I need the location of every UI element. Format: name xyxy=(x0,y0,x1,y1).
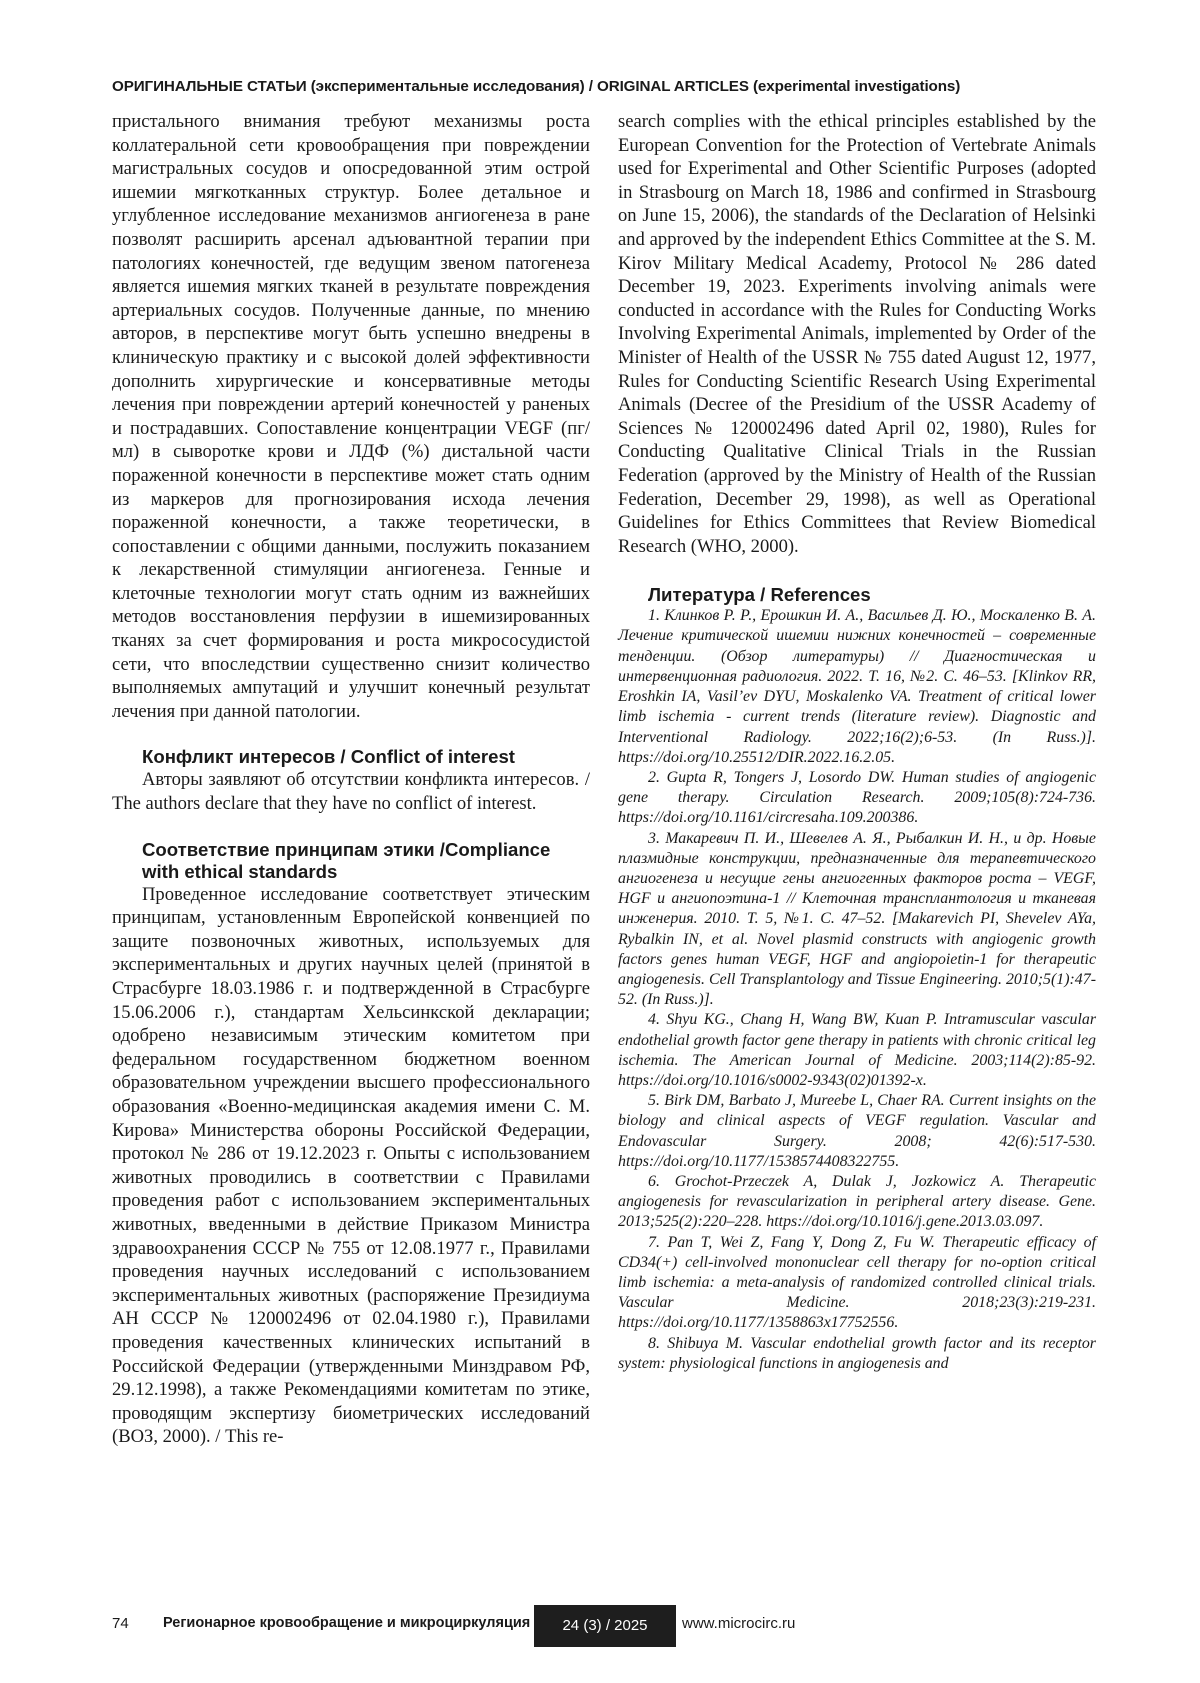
ethics-continuation: search complies with the ethical principles established by the European Convention for the Protection of Vertebrate Animals used for Experimental and Other Scientific Purposes (adopted in Strasbourg on March 18, 1986 and confirmed in Strasbourg on June 15, 2006), the standards of the Declaration of Helsinki and approved by the independent Ethics Committee at the S. M. Kirov Military Medical Academy, Protocol № 286 dated December 19, 2023. Experiments involving animals were conducted in accordance with the Rules for Conducting Works Involving Experimental Animals, implemented by Order of the Minister of Health of the USSR № 755 dated August 12, 1977, Rules for Conducting Scientific Research Using Experimental Animals (Decree of the Presidium of the USSR Academy of Sciences № 120002496 dated April 02, 1980), Rules for Conducting Qualitative Clinical Trials in the Russian Federation (approved by the Ministry of Health of the Russian Federation, December 29, 1998), as well as Operational Guidelines for Ethics Committees that Review Biomedical Research (WHO, 2000). xyxy=(618,111,1096,557)
left-column xyxy=(112,110,590,1449)
body-paragraph: пристального внимания требуют механизмы роста коллатеральной сети кровообращения при повреждении магистральных сосудов и опосредованной этим острой ишемии мягкотканных структур. Более детальное и углубленное исследование механизмов ангиогенеза в ране позволят расширить арсенал адъювантной терапии при патологиях конечностей, где ведущим звеном патогенеза является ишемия мягких тканей в результате повреждения артериальных сосудов. Полученные данные, по мнению авторов, в перспективе могут быть успешно внедрены в клиническую практику и с высокой долей эффективности дополнить хирургические и консервативные методы лечения при повреждении артерий конечностей у раненых и пострадавших. Сопоставление концентрации VEGF (пг/мл) в сыворотке крови и ЛДФ (%) дистальной части пораженной конечности в перспективе может стать одним из маркеров для прогнозирования исхода лечения пораженной конечности, а также теоретически, в сопоставлении с общими данными, послужить показанием к лекарственной стимуляции ангиогенеза. Генные и клеточные технологии могут стать одним из важнейших методов восстановления перфузии в ишемизированных тканях за счет формирования и роста микрососудистой сети, что впоследствии существенно снизит количество выполняемых ампутаций и улучшит конечный результат лечения при данной патологии. xyxy=(112,111,590,722)
issue-badge: 24 (3) / 2025 xyxy=(534,1605,676,1647)
reference-item: 7. Pan T, Wei Z, Fang Y, Dong Z, Fu W. Therapeutic efficacy of CD34(+) cell-involved mononuclear cell therapy for no-option critical limb ischemia: a meta-analysis of randomized controlled clinical trials. Vascular Medicine. 2018;23(3):219-231. https://doi.org/10.1177/1358863x17752556. xyxy=(618,1233,1096,1332)
reference-item: 1. Клинков Р. Р., Ерошкин И. А., Васильев Д. Ю., Москаленко В. А. Лечение критической ишемии нижних конечностей – современные тенденции. (Обзор литературы) // Диагностическая и интервенционная радиология. 2022. Т. 16, №2. С. 46–53. [Klinkov RR, Eroshkin IA, Vasil’ev DYU, Moskalenko VA. Treatment of critical lower limb ischemia - current trends (literature review). Diagnostic and Interventional Radiology. 2022;16(2);6-53. (In Russ.)]. https://doi.org/10.25512/DIR.2022.16.2.05. xyxy=(618,607,1096,766)
references-heading: Литература / References xyxy=(648,584,871,606)
reference-item: 8. Shibuya M. Vascular endothelial growth factor and its receptor system: physiological functions in angiogenesis and xyxy=(618,1334,1096,1372)
conflict-heading: Конфликт интересов / Conflict of interest xyxy=(142,746,516,768)
ethics-heading: Соответствие принципам этики /Compliance with ethical standards xyxy=(142,838,551,882)
conflict-text: Авторы заявляют об отсутствии конфликта интересов. / The authors declare that they have no conflict of interest. xyxy=(112,769,590,815)
reference-item: 4. Shyu KG., Chang H, Wang BW, Kuan P. Intramuscular vascular endothelial growth factor gene therapy in patients with chronic critical leg ischemia. The American Journal of Medicine. 2003;114(2):85-92. https://doi.org/10.1016/s0002-9343(02)01392-x. xyxy=(618,1011,1096,1089)
reference-item: 3. Макаревич П. И., Шевелев А. Я., Рыбалкин И. Н., и др. Новые плазмидные конструкции, предназначенные для терапевтического ангиогенеза и несущие гены ангиогенных факторов роста – VEGF, HGF и ангиопоэтина-1 // Клеточная трансплантология и тканевая инженерия. 2010. Т. 5, №1. С. 47–52. [Makarevich PI, Shevelev AYa, Rybalkin IN, et al. Novel plasmid constructs with angiogenic growth factors genes human VEGF, HGF and angiopoietin-1 for therapeutic angiogenesis. Cell Transplantology and Tissue Engineering. 2010;5(1):47-52. (In Russ.)]. xyxy=(618,829,1096,1009)
journal-website[interactable]: www.microcirc.ru xyxy=(682,1615,796,1632)
page-number: 74 xyxy=(112,1615,129,1632)
page-footer xyxy=(0,1605,1200,1647)
right-column xyxy=(618,110,1096,1374)
reference-item: 2. Gupta R, Tongers J, Losordo DW. Human studies of angiogenic gene therapy. Circulation Research. 2009;105(8):724-736. https://doi.org/10.1161/circresaha.109.200386. xyxy=(618,768,1096,827)
running-head: ОРИГИНАЛЬНЫЕ СТАТЬИ (экспериментальные исследования) / ORIGINAL ARTICLES (experimental investigations) xyxy=(112,78,961,95)
reference-item: 5. Birk DM, Barbato J, Mureebe L, Chaer RA. Current insights on the biology and clinical aspects of VEGF regulation. Vascular and Endovascular Surgery. 2008; 42(6):517-530. https://doi.org/10.1177/1538574408322755. xyxy=(618,1092,1096,1170)
reference-item: 6. Grochot-Przeczek A, Dulak J, Jozkowicz A. Therapeutic angiogenesis for revascularization in peripheral artery disease. Gene. 2013;525(2):220–228. https://doi.org/10.1016/j.gene.2013.03.097. xyxy=(618,1172,1096,1231)
ethics-text: Проведенное исследование соответствует этическим принципам, установленным Европейской конвенцией по защите позвоночных животных, используемых для экспериментальных и других научных целей (принятой в Страсбурге 18.03.1986 г. и подтвержденной в Страсбурге 15.06.2006 г.), стандартам Хельсинкской декларации; одобрено независимым этическим комитетом при федеральном государственном бюджетном военном образовательном учреждении высшего профессионального образования «Военно-медицинская академия имени С. М. Кирова» Министерства обороны Российской Федерации, протокол № 286 от 19.12.2023 г. Опыты с использованием животных проводились в соответствии с Правилами проведения работ с использованием экспериментальных животных, введенными в действие Приказом Министра здравоохранения СССР № 755 от 12.08.1977 г., Правилами проведения научных исследований с использованием экспериментальных животных (распоряжение Президиума АН СССР № 120002496 от 02.04.1980 г.), Правилами проведения качественных клинических испытаний в Российской Федерации (утвержденными Минздравом РФ, 29.12.1998), а также Рекомендациями комитетам по этике, проводящим экспертизу биометрических исследований (ВОЗ, 2000). / This re- xyxy=(112,883,590,1448)
journal-name: Регионарное кровообращение и микроциркуляция xyxy=(163,1615,531,1631)
